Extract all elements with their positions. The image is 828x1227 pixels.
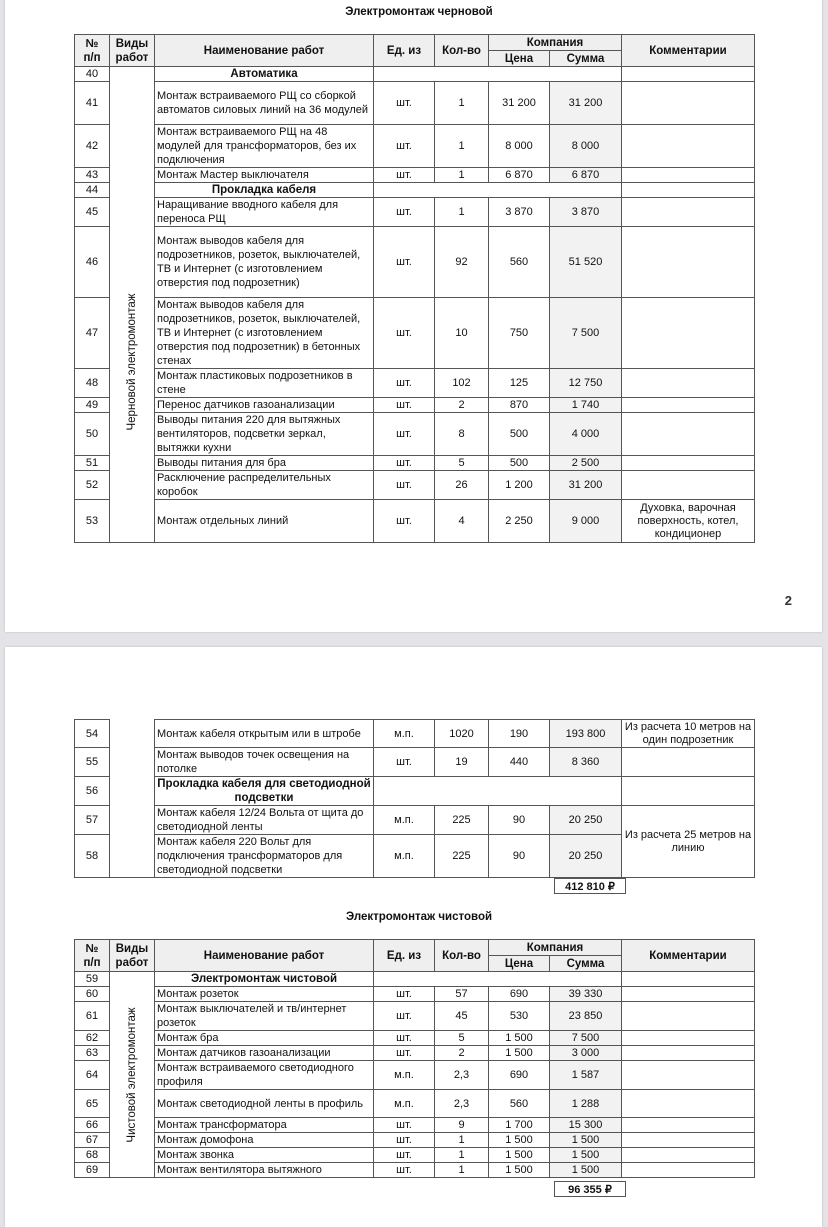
header-comment: Комментарии <box>622 35 755 67</box>
unit-cell: м.п. <box>374 806 435 835</box>
qty-cell: 9 <box>435 1118 489 1133</box>
row-number: 42 <box>75 125 110 168</box>
price-cell: 440 <box>489 748 550 777</box>
sum-cell: 8 360 <box>550 748 622 777</box>
row-number: 63 <box>75 1046 110 1061</box>
unit-cell: шт. <box>374 471 435 500</box>
group-title: Прокладка кабеля для светодиодной подсветки <box>155 777 374 806</box>
sum-cell: 7 500 <box>550 1031 622 1046</box>
qty-cell: 2,3 <box>435 1061 489 1090</box>
work-name: Монтаж датчиков газоанализации <box>155 1046 374 1061</box>
price-cell: 690 <box>489 1061 550 1090</box>
unit-cell: шт. <box>374 1163 435 1178</box>
sum-cell: 1 587 <box>550 1061 622 1090</box>
row-number: 62 <box>75 1031 110 1046</box>
work-name: Монтаж пластиковых подрозетников в стене <box>155 369 374 398</box>
table-row <box>75 82 755 125</box>
header-sum: Сумма <box>550 956 622 972</box>
unit-cell: шт. <box>374 198 435 227</box>
price-cell: 8 000 <box>489 125 550 168</box>
group-title: Автоматика <box>155 67 374 82</box>
comment-cell <box>622 67 755 82</box>
work-name: Выводы питания 220 для вытяжных вентиляторов, подсветки зеркал, вытяжки кухни <box>155 413 374 456</box>
price-cell: 90 <box>489 806 550 835</box>
comment-cell <box>622 183 755 198</box>
qty-cell: 19 <box>435 748 489 777</box>
row-number: 60 <box>75 987 110 1002</box>
row-number: 58 <box>75 835 110 878</box>
sum-cell: 9 000 <box>550 500 622 543</box>
table-row <box>75 1061 755 1090</box>
unit-cell: шт. <box>374 748 435 777</box>
price-cell: 1 500 <box>489 1031 550 1046</box>
qty-cell: 4 <box>435 500 489 543</box>
unit-cell: шт. <box>374 125 435 168</box>
work-name: Монтаж отдельных линий <box>155 500 374 543</box>
comment-cell <box>622 227 755 298</box>
row-number: 69 <box>75 1163 110 1178</box>
unit-cell: шт. <box>374 1002 435 1031</box>
work-name: Монтаж Мастер выключателя <box>155 168 374 183</box>
work-name: Монтаж бра <box>155 1031 374 1046</box>
price-cell: 500 <box>489 413 550 456</box>
work-kind-cell <box>110 972 155 1178</box>
estimate-table-rough <box>74 34 755 543</box>
work-name: Монтаж звонка <box>155 1148 374 1163</box>
sum-cell: 1 740 <box>550 398 622 413</box>
price-cell: 2 250 <box>489 500 550 543</box>
work-name: Монтаж трансформатора <box>155 1118 374 1133</box>
table-row <box>75 471 755 500</box>
unit-cell: шт. <box>374 1046 435 1061</box>
qty-cell: 102 <box>435 369 489 398</box>
work-name: Перенос датчиков газоанализации <box>155 398 374 413</box>
price-cell: 750 <box>489 298 550 369</box>
comment-cell <box>622 777 755 806</box>
price-cell: 500 <box>489 456 550 471</box>
row-number: 68 <box>75 1148 110 1163</box>
price-cell: 870 <box>489 398 550 413</box>
section-title-finish: Электромонтаж чистовой <box>345 911 493 923</box>
empty-cell <box>374 972 622 987</box>
qty-cell: 1 <box>435 82 489 125</box>
row-number: 53 <box>75 500 110 543</box>
table-row <box>75 398 755 413</box>
row-number: 67 <box>75 1133 110 1148</box>
group-row <box>75 67 755 82</box>
price-cell: 190 <box>489 720 550 748</box>
table-row <box>75 413 755 456</box>
unit-cell: шт. <box>374 168 435 183</box>
work-name: Выводы питания для бра <box>155 456 374 471</box>
work-name: Монтаж выводов кабеля для подрозетников, розеток, выключателей, ТВ и Интернет (с изготовлением отверстия под подрозетник) в бетонных стенах <box>155 298 374 369</box>
sum-cell: 1 500 <box>550 1163 622 1178</box>
price-cell: 1 500 <box>489 1133 550 1148</box>
work-name: Монтаж выводов точек освещения на потолке <box>155 748 374 777</box>
qty-cell: 5 <box>435 1031 489 1046</box>
price-cell: 1 500 <box>489 1163 550 1178</box>
header-qty: Кол-во <box>435 35 489 67</box>
unit-cell: шт. <box>374 369 435 398</box>
comment-cell <box>622 198 755 227</box>
header-name: Наименование работ <box>155 940 374 972</box>
comment-cell <box>622 298 755 369</box>
empty-cell <box>374 183 622 198</box>
header-qty: Кол-во <box>435 940 489 972</box>
rough-total: 412 810 ₽ <box>554 878 626 894</box>
work-name: Монтаж выводов кабеля для подрозетников, розеток, выключателей, ТВ и Интернет (с изготовлением отверстия под подрозетник) <box>155 227 374 298</box>
comment-cell <box>622 1031 755 1046</box>
work-name: Монтаж кабеля 12/24 Вольта от щита до светодиодной ленты <box>155 806 374 835</box>
qty-cell: 2 <box>435 398 489 413</box>
header-kind: Виды работ <box>110 940 155 972</box>
work-name: Монтаж розеток <box>155 987 374 1002</box>
unit-cell: шт. <box>374 413 435 456</box>
estimate-table-rough-continued <box>74 719 755 878</box>
unit-cell: шт. <box>374 1118 435 1133</box>
header-sum: Сумма <box>550 51 622 67</box>
work-name: Монтаж светодиодной ленты в профиль <box>155 1090 374 1118</box>
table-row <box>75 500 755 543</box>
sum-cell: 51 520 <box>550 227 622 298</box>
sum-cell: 2 500 <box>550 456 622 471</box>
finish-total: 96 355 ₽ <box>554 1181 626 1197</box>
sum-cell: 3 000 <box>550 1046 622 1061</box>
sum-cell: 4 000 <box>550 413 622 456</box>
work-name: Монтаж кабеля 220 Вольт для подключения трансформаторов для светодиодной подсветки <box>155 835 374 878</box>
sum-cell: 8 000 <box>550 125 622 168</box>
sum-cell: 15 300 <box>550 1118 622 1133</box>
header-unit: Ед. из <box>374 940 435 972</box>
table-row <box>75 1046 755 1061</box>
empty-cell <box>374 777 622 806</box>
unit-cell: м.п. <box>374 720 435 748</box>
section-title-rough: Электромонтаж черновой <box>345 6 493 18</box>
table-row <box>75 125 755 168</box>
unit-cell: м.п. <box>374 1061 435 1090</box>
sum-cell: 20 250 <box>550 835 622 878</box>
price-cell: 125 <box>489 369 550 398</box>
empty-cell <box>374 67 622 82</box>
comment-cell <box>622 1118 755 1133</box>
qty-cell: 1020 <box>435 720 489 748</box>
table-row <box>75 1163 755 1178</box>
price-cell: 1 200 <box>489 471 550 500</box>
price-cell: 6 870 <box>489 168 550 183</box>
comment-cell <box>622 125 755 168</box>
price-cell: 1 700 <box>489 1118 550 1133</box>
row-number: 57 <box>75 806 110 835</box>
row-number: 41 <box>75 82 110 125</box>
header-name: Наименование работ <box>155 35 374 67</box>
unit-cell: шт. <box>374 1148 435 1163</box>
comment-cell <box>622 398 755 413</box>
sum-cell: 1 500 <box>550 1133 622 1148</box>
price-cell: 90 <box>489 835 550 878</box>
comment-cell: Из расчета 10 метров на один подрозетник <box>622 720 755 748</box>
comment-cell: Духовка, варочная поверхность, котел, кондиционер <box>622 500 755 543</box>
table-row <box>75 1002 755 1031</box>
comment-cell <box>622 1133 755 1148</box>
qty-cell: 225 <box>435 806 489 835</box>
comment-cell <box>622 987 755 1002</box>
work-kind-cell <box>110 720 155 878</box>
row-number: 56 <box>75 777 110 806</box>
work-name: Наращивание вводного кабеля для переноса РЩ <box>155 198 374 227</box>
price-cell: 1 500 <box>489 1046 550 1061</box>
qty-cell: 5 <box>435 456 489 471</box>
unit-cell: м.п. <box>374 835 435 878</box>
group-title: Электромонтаж чистовой <box>155 972 374 987</box>
qty-cell: 2,3 <box>435 1090 489 1118</box>
row-number: 59 <box>75 972 110 987</box>
price-cell: 560 <box>489 1090 550 1118</box>
header-comment: Комментарии <box>622 940 755 972</box>
work-kind-cell <box>110 67 155 543</box>
row-number: 54 <box>75 720 110 748</box>
table-row <box>75 987 755 1002</box>
row-number: 44 <box>75 183 110 198</box>
unit-cell: шт. <box>374 1133 435 1148</box>
table-row <box>75 1090 755 1118</box>
comment-cell <box>622 1046 755 1061</box>
header-no: № п/п <box>75 35 110 67</box>
comment-cell <box>622 471 755 500</box>
sum-cell: 31 200 <box>550 471 622 500</box>
group-row <box>75 972 755 987</box>
qty-cell: 26 <box>435 471 489 500</box>
qty-cell: 45 <box>435 1002 489 1031</box>
row-number: 47 <box>75 298 110 369</box>
comment-cell <box>622 972 755 987</box>
price-cell: 1 500 <box>489 1148 550 1163</box>
work-name: Расключение распределительных коробок <box>155 471 374 500</box>
comment-cell <box>622 1090 755 1118</box>
header-kind: Виды работ <box>110 35 155 67</box>
row-number: 49 <box>75 398 110 413</box>
header-company: Компания <box>489 940 622 956</box>
sum-cell: 12 750 <box>550 369 622 398</box>
table-row <box>75 1031 755 1046</box>
header-price: Цена <box>489 51 550 67</box>
row-number: 45 <box>75 198 110 227</box>
row-number: 46 <box>75 227 110 298</box>
work-name: Монтаж домофона <box>155 1133 374 1148</box>
table-row <box>75 456 755 471</box>
qty-cell: 225 <box>435 835 489 878</box>
comment-cell <box>622 82 755 125</box>
document-page-2 <box>5 0 822 632</box>
sum-cell: 1 500 <box>550 1148 622 1163</box>
work-name: Монтаж встраиваемого светодиодного профиля <box>155 1061 374 1090</box>
sum-cell: 39 330 <box>550 987 622 1002</box>
qty-cell: 92 <box>435 227 489 298</box>
qty-cell: 1 <box>435 198 489 227</box>
work-name: Монтаж вентилятора вытяжного <box>155 1163 374 1178</box>
comment-cell <box>622 369 755 398</box>
comment-cell <box>622 413 755 456</box>
row-number: 51 <box>75 456 110 471</box>
group-row <box>75 183 755 198</box>
qty-cell: 1 <box>435 1133 489 1148</box>
estimate-table-finish <box>74 939 755 1178</box>
work-name: Монтаж встраиваемого РЩ со сборкой автоматов силовых линий на 36 модулей <box>155 82 374 125</box>
table-row <box>75 298 755 369</box>
qty-cell: 1 <box>435 1163 489 1178</box>
sum-cell: 20 250 <box>550 806 622 835</box>
row-number: 55 <box>75 748 110 777</box>
unit-cell: шт. <box>374 82 435 125</box>
comment-cell <box>622 168 755 183</box>
sum-cell: 3 870 <box>550 198 622 227</box>
sum-cell: 6 870 <box>550 168 622 183</box>
table-row <box>75 806 755 835</box>
sum-cell: 7 500 <box>550 298 622 369</box>
row-number: 48 <box>75 369 110 398</box>
qty-cell: 2 <box>435 1046 489 1061</box>
group-title: Прокладка кабеля <box>155 183 374 198</box>
price-cell: 3 870 <box>489 198 550 227</box>
unit-cell: шт. <box>374 227 435 298</box>
unit-cell: шт. <box>374 500 435 543</box>
price-cell: 690 <box>489 987 550 1002</box>
row-number: 66 <box>75 1118 110 1133</box>
sum-cell: 193 800 <box>550 720 622 748</box>
table-row <box>75 720 755 748</box>
work-kind-label: Чистовой электромонтаж <box>126 1006 138 1143</box>
comment-cell <box>622 1148 755 1163</box>
qty-cell: 10 <box>435 298 489 369</box>
qty-cell: 1 <box>435 1148 489 1163</box>
price-cell: 560 <box>489 227 550 298</box>
table-row <box>75 168 755 183</box>
table-row <box>75 369 755 398</box>
qty-cell: 1 <box>435 125 489 168</box>
qty-cell: 8 <box>435 413 489 456</box>
row-number: 52 <box>75 471 110 500</box>
work-kind-label: Черновой электромонтаж <box>126 292 138 431</box>
table-row <box>75 1118 755 1133</box>
row-number: 65 <box>75 1090 110 1118</box>
row-number: 50 <box>75 413 110 456</box>
row-number: 61 <box>75 1002 110 1031</box>
qty-cell: 1 <box>435 168 489 183</box>
comment-cell: Из расчета 25 метров на линию <box>622 806 755 878</box>
unit-cell: шт. <box>374 298 435 369</box>
unit-cell: шт. <box>374 398 435 413</box>
header-price: Цена <box>489 956 550 972</box>
table-row <box>75 198 755 227</box>
sum-cell: 31 200 <box>550 82 622 125</box>
price-cell: 530 <box>489 1002 550 1031</box>
sum-cell: 23 850 <box>550 1002 622 1031</box>
unit-cell: шт. <box>374 1031 435 1046</box>
comment-cell <box>622 1061 755 1090</box>
header-no: № п/п <box>75 940 110 972</box>
table-row <box>75 1148 755 1163</box>
comment-cell <box>622 1163 755 1178</box>
header-company: Компания <box>489 35 622 51</box>
header-unit: Ед. из <box>374 35 435 67</box>
sum-cell: 1 288 <box>550 1090 622 1118</box>
qty-cell: 57 <box>435 987 489 1002</box>
row-number: 40 <box>75 67 110 82</box>
comment-cell <box>622 748 755 777</box>
unit-cell: шт. <box>374 456 435 471</box>
table-row <box>75 1133 755 1148</box>
unit-cell: м.п. <box>374 1090 435 1118</box>
row-number: 64 <box>75 1061 110 1090</box>
page-number: 2 <box>784 593 792 608</box>
work-name: Монтаж встраиваемого РЩ на 48 модулей для трансформаторов, без их подключения <box>155 125 374 168</box>
comment-cell <box>622 1002 755 1031</box>
table-row <box>75 227 755 298</box>
comment-cell <box>622 456 755 471</box>
document-page-3 <box>5 647 822 1227</box>
row-number: 43 <box>75 168 110 183</box>
price-cell: 31 200 <box>489 82 550 125</box>
work-name: Монтаж кабеля открытым или в штробе <box>155 720 374 748</box>
unit-cell: шт. <box>374 987 435 1002</box>
group-row <box>75 777 755 806</box>
table-row <box>75 748 755 777</box>
work-name: Монтаж выключателей и тв/интернет розеток <box>155 1002 374 1031</box>
